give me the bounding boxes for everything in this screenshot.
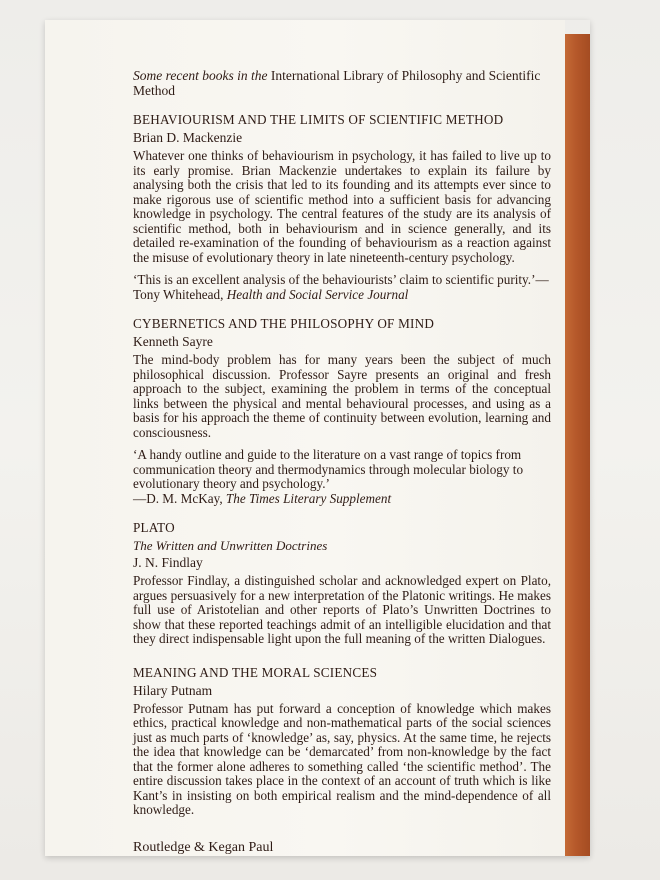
book-description: Professor Putnam has put forward a conception of knowledge which makes ethics, practical knowledge and non-mathematical parts of the social sciences just as much parts of ‘knowledge’ as, say, physics. At the same time, he rejects the idea that knowledge can be ‘demarcated’ from non-knowledge by the fact that the former alone adheres to something called ‘the scientific method’. The entire discussion takes place in the context of an account of truth which is like Kant’s in insisting on both empirical realism and the mind-dependence of all knowledge.: [133, 700, 551, 817]
book-spine: [565, 34, 590, 856]
review-source: The Times Literary Supplement: [225, 490, 392, 506]
book-review-quote: [133, 448, 551, 506]
book-review-quote: [133, 273, 551, 302]
book-description: The mind-body problem has for many years been the subject of much philosophical discussion. Professor Sayre presents an original and fresh approach to the subject, examining the problem in terms of the conceptual links between the physical and mental behavioural processes, and using as a basis for his approach the theme of continuity between evolution, learning and consciousness.: [133, 352, 551, 440]
series-intro-prefix: Some recent books in the: [133, 68, 268, 83]
review-attribution: —D. M. McKay,: [133, 490, 223, 506]
book-entry-plato: [133, 520, 551, 647]
book-author: Brian D. Mackenzie: [133, 130, 243, 145]
book-subtitle: The Written and Unwritten Doctrines: [133, 538, 328, 553]
book-title: CYBERNETICS AND THE PHILOSOPHY OF MIND: [133, 316, 435, 331]
series-intro: [133, 68, 551, 98]
book-title: BEHAVIOURISM AND THE LIMITS OF SCIENTIFIC METHOD: [133, 112, 504, 127]
book-author: J. N. Findlay: [133, 555, 203, 570]
book-back-cover: [45, 20, 590, 856]
book-entry-behaviourism: [133, 112, 551, 302]
review-text: ‘This is an excellent analysis of the behaviourists’ claim to scientific purity.’—Tony Whitehead,: [133, 272, 549, 302]
review-source: Health and Social Service Journal: [226, 286, 409, 302]
book-title: MEANING AND THE MORAL SCIENCES: [133, 664, 378, 680]
publisher-name: Routledge & Kegan Paul: [133, 839, 274, 855]
book-description: Professor Findlay, a distinguished scholar and acknowledged expert on Plato, argues persuasively for a new interpretation of the Platonic writings. He makes full use of Aristotelian and other reports of Plato’s Unwritten Doctrines to show that these reported teachings admit of an intelligible elucidation and that they direct indispensable light upon the full meaning of the written Dialogues.: [133, 573, 551, 646]
book-description: Whatever one thinks of behaviourism in psychology, it has failed to live up to its early promise. Brian Mackenzie undertakes to explain its failure by analysing both the crisis that led to its founding and its attempts ever since to make rigorous use of scientific method into a sufficient basis for advancing knowledge in psychology. The central features of the study are its analysis of scientific method, both in behaviourism and in science generally, and its detailed re-examination of the founding of behaviourism as a reaction against the misuse of evolutionary theory in late nineteenth-century psychology.: [133, 148, 551, 265]
book-entry-cybernetics: [133, 316, 551, 506]
book-author: Kenneth Sayre: [133, 334, 213, 349]
book-author: Hilary Putnam: [133, 682, 213, 698]
cover-text: [133, 68, 551, 856]
book-entry-meaning: [133, 665, 551, 818]
book-title: PLATO: [133, 520, 175, 535]
review-text: ‘A handy outline and guide to the literature on a vast range of topics from communication theory and thermodynamics through molecular biology to evolutionary theory and psychology.’: [133, 447, 524, 491]
series-name: International Library of Philosophy and Scientific Method: [133, 68, 541, 98]
